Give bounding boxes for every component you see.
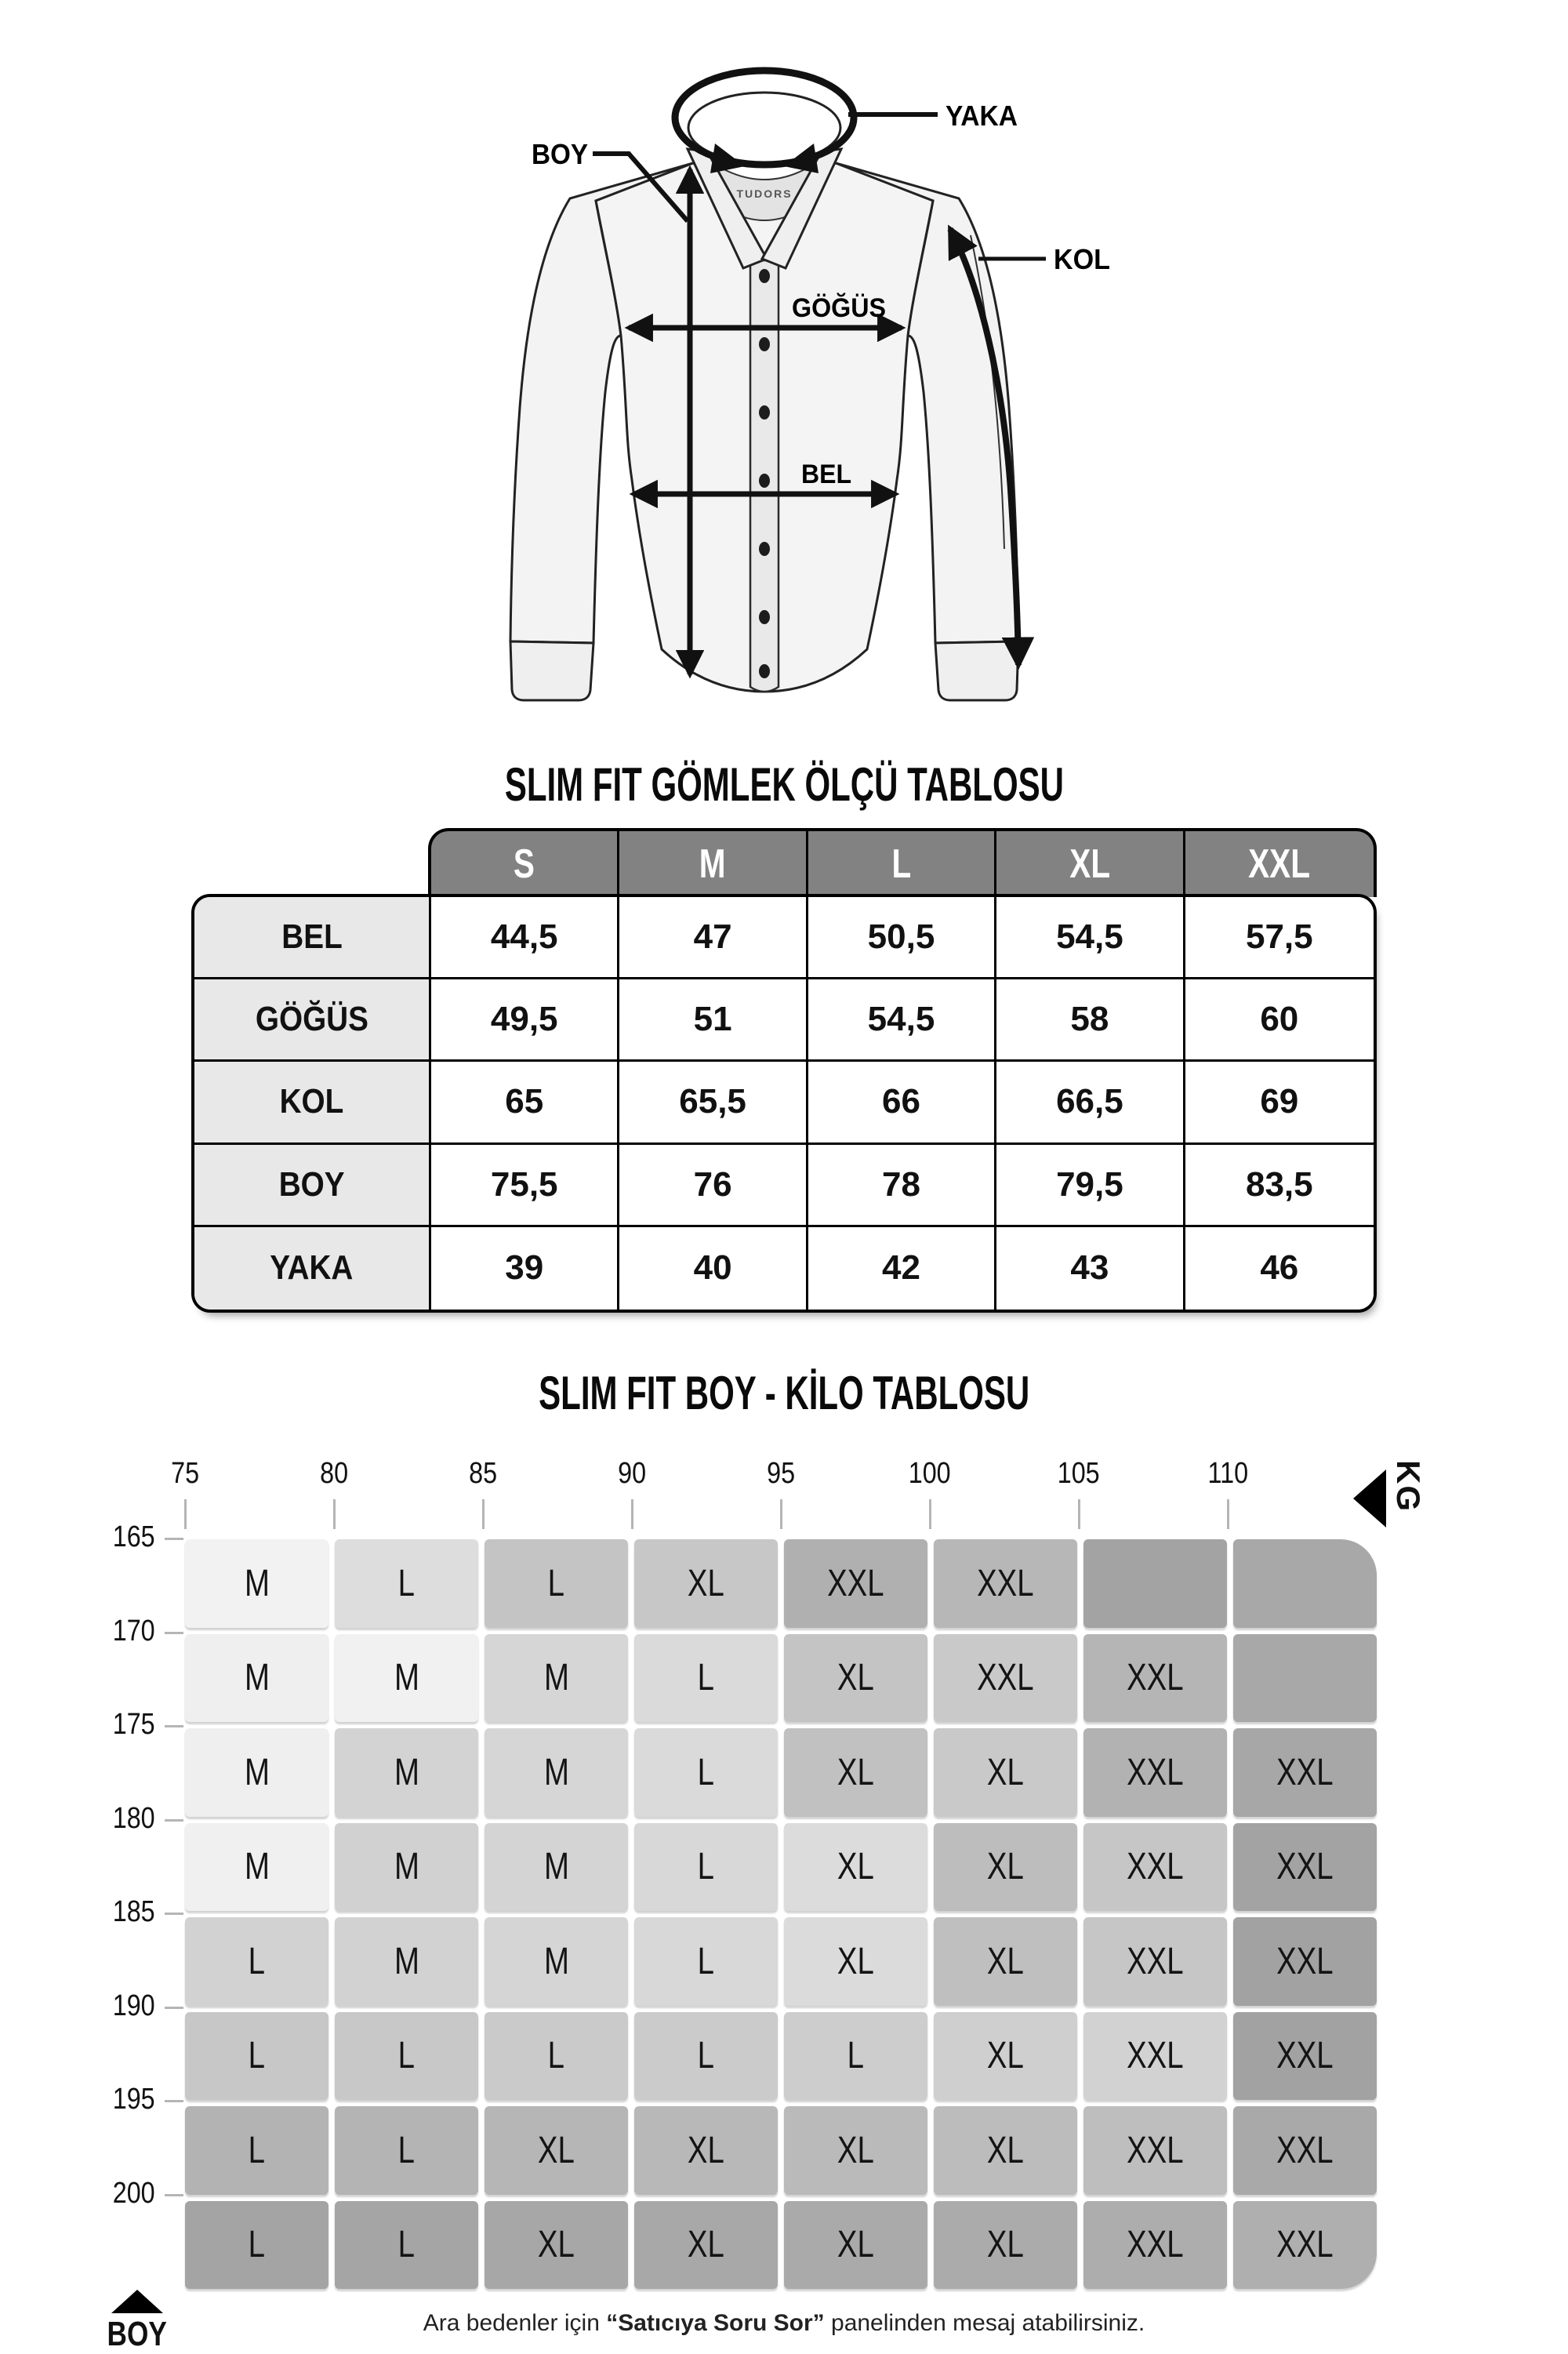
grid-cell-180-75: M [185,1823,328,1912]
grid-cell-165-75: M [185,1539,328,1628]
grid-cell-165-80: L [335,1539,478,1628]
kg-tick-label-90: 90 [618,1457,646,1490]
boy-tick-label-190: 190 [112,1989,155,2022]
grid-cell-165-90: XL [634,1539,778,1628]
boy-tick-195 [165,2100,183,2102]
boy-tick-label-165: 165 [112,1520,155,1553]
grid-cell-170-110 [1233,1634,1377,1723]
size-value-bel-m: 47 [619,897,808,979]
kg-tick-90 [631,1499,633,1529]
boy-label: BOY [532,138,588,170]
grid-cell-195-90: XL [634,2106,778,2195]
grid-cell-185-100: XL [934,1917,1077,2006]
height-weight-grid [185,1539,1377,2289]
grid-cell-170-100: XXL [934,1634,1077,1723]
footer-suffix: panelinden mesaj atabilirsiniz. [824,2310,1145,2336]
size-value-boy-s: 75,5 [431,1145,619,1227]
boy-tick-label-180: 180 [112,1801,155,1835]
size-value-yaka-l: 42 [808,1227,996,1310]
grid-cell-165-105 [1083,1539,1227,1628]
boy-tick-180 [165,1819,183,1822]
kg-tick-label-105: 105 [1058,1457,1100,1490]
grid-cell-195-100: XL [934,2106,1077,2195]
grid-cell-170-75: M [185,1634,328,1723]
grid-cell-175-100: XL [934,1728,1077,1817]
boy-tick-label-175: 175 [112,1708,155,1741]
kg-tick-label-80: 80 [320,1457,348,1490]
size-value-bel-xl: 54,5 [996,897,1185,979]
kg-tick-label-85: 85 [469,1457,497,1490]
measure-row-label-4: YAKA [194,1227,431,1310]
boy-tick-175 [165,1725,183,1727]
size-col-header-xxl: XXL [1248,841,1311,887]
grid-cell-170-105: XXL [1083,1634,1227,1723]
grid-cell-175-85: M [485,1728,628,1817]
grid-cell-175-105: XXL [1083,1728,1227,1817]
grid-cell-200-85: XL [485,2201,628,2290]
size-col-header-l: L [808,831,996,897]
grid-cell-165-95: XXL [784,1539,927,1628]
grid-cell-200-80: L [335,2201,478,2290]
kg-tick-80 [333,1499,336,1529]
kg-tick-105 [1078,1499,1080,1529]
grid-cell-185-75: L [185,1917,328,2006]
boy-tick-label-170: 170 [112,1614,155,1647]
size-table [191,894,1377,1313]
boy-tick-label-195: 195 [112,2083,155,2116]
grid-cell-200-105: XXL [1083,2201,1227,2290]
gogus-label: GÖĞÜS [792,293,886,323]
grid-cell-180-90: L [634,1823,778,1912]
grid-cell-190-80: L [335,2012,478,2101]
size-value-boy-xl: 79,5 [996,1145,1185,1227]
kg-tick-label-110: 110 [1207,1457,1248,1490]
grid-cell-175-90: L [634,1728,778,1817]
size-value-göğüs-xl: 58 [996,979,1185,1062]
grid-cell-195-85: XL [485,2106,628,2195]
size-value-kol-s: 65 [431,1062,619,1144]
grid-cell-185-95: XL [784,1917,927,2006]
grid-cell-190-75: L [185,2012,328,2101]
measure-row-label-1: GÖĞÜS [194,979,431,1062]
size-value-yaka-m: 40 [619,1227,808,1310]
footer-bold: “Satıcıya Soru Sor” [606,2310,825,2336]
grid-cell-185-85: M [485,1917,628,2006]
grid-cell-170-95: XL [784,1634,927,1723]
grid-cell-200-95: XL [784,2201,927,2290]
size-value-göğüs-xxl: 60 [1185,979,1374,1062]
grid-cell-170-85: M [485,1634,628,1723]
grid-cell-190-100: XL [934,2012,1077,2101]
size-value-göğüs-l: 54,5 [808,979,996,1062]
footer-prefix: Ara bedenler için [423,2310,607,2336]
size-value-yaka-xl: 43 [996,1227,1185,1310]
size-value-boy-l: 78 [808,1145,996,1227]
kg-tick-label-100: 100 [909,1457,951,1490]
kg-tick-95 [780,1499,782,1529]
grid-cell-180-110: XXL [1233,1823,1377,1912]
size-value-yaka-s: 39 [431,1227,619,1310]
grid-cell-175-110: XXL [1233,1728,1377,1817]
kg-tick-110 [1227,1499,1229,1529]
size-value-boy-m: 76 [619,1145,808,1227]
grid-cell-185-90: L [634,1917,778,2006]
boy-tick-170 [165,1632,183,1634]
grid-cell-175-95: XL [784,1728,927,1817]
kg-tick-85 [482,1499,485,1529]
grid-cell-195-95: XL [784,2106,927,2195]
grid-cell-200-75: L [185,2201,328,2290]
grid-cell-185-110: XXL [1233,1917,1377,2006]
grid-cell-190-90: L [634,2012,778,2101]
grid-cell-200-100: XL [934,2201,1077,2290]
kg-axis-label: KG [1390,1460,1427,1513]
grid-cell-190-85: L [485,2012,628,2101]
grid-cell-180-105: XXL [1083,1823,1227,1912]
boy-tick-185 [165,1913,183,1915]
grid-cell-195-75: L [185,2106,328,2195]
kg-tick-75 [184,1499,187,1529]
kg-tick-label-75: 75 [171,1457,199,1490]
kol-label: KOL [1054,243,1110,275]
kg-tick-100 [929,1499,931,1529]
size-value-göğüs-s: 49,5 [431,979,619,1062]
size-table-header-row [428,828,1377,897]
size-value-bel-xxl: 57,5 [1185,897,1374,979]
grid-cell-195-105: XXL [1083,2106,1227,2195]
size-value-kol-m: 65,5 [619,1062,808,1144]
grid-cell-175-80: M [335,1728,478,1817]
footer-note [0,2310,1568,2337]
grid-cell-190-95: L [784,2012,927,2101]
boy-tick-190 [165,2007,183,2009]
kg-arrow-icon [1353,1469,1386,1528]
size-col-header-m: M [619,831,808,897]
boy-tick-165 [165,1538,183,1540]
kg-tick-label-95: 95 [767,1457,795,1490]
kg-axis-flag [1353,1460,1526,1543]
boy-tick-200 [165,2194,183,2196]
measure-row-label-2: KOL [194,1062,431,1144]
grid-cell-180-80: M [335,1823,478,1912]
grid-cell-190-105: XXL [1083,2012,1227,2101]
size-value-bel-s: 44,5 [431,897,619,979]
yaka-label: YAKA [946,100,1018,132]
grid-cell-180-85: M [485,1823,628,1912]
weight-chart-title: SLIM FIT BOY - KİLO TABLOSU [538,1367,1030,1419]
size-col-header-s: S [431,831,619,897]
grid-cell-175-75: M [185,1728,328,1817]
grid-cell-170-80: M [335,1634,478,1723]
grid-cell-195-80: L [335,2106,478,2195]
grid-cell-180-95: XL [784,1823,927,1912]
boy-tick-label-200: 200 [112,2176,155,2210]
size-col-header-xl: XL [996,831,1185,897]
grid-cell-185-80: M [335,1917,478,2006]
grid-cell-165-100: XXL [934,1539,1077,1628]
measure-row-label-0: BEL [194,897,431,979]
size-table-title: SLIM FIT GÖMLEK ÖLÇÜ TABLOSU [504,758,1064,811]
size-value-yaka-xxl: 46 [1185,1227,1374,1310]
measure-row-label-3: BOY [194,1145,431,1227]
brand-label: TUDORS [736,187,793,200]
grid-cell-200-110: XXL [1233,2201,1377,2290]
grid-cell-180-100: XL [934,1823,1077,1912]
size-value-kol-xl: 66,5 [996,1062,1185,1144]
grid-cell-165-85: L [485,1539,628,1628]
size-value-kol-xxl: 69 [1185,1062,1374,1144]
size-value-göğüs-m: 51 [619,979,808,1062]
size-value-bel-l: 50,5 [808,897,996,979]
bel-label: BEL [801,460,851,489]
shirt-measurement-diagram [0,0,1568,745]
grid-cell-190-110: XXL [1233,2012,1377,2101]
grid-cell-195-110: XXL [1233,2106,1377,2195]
grid-cell-200-90: XL [634,2201,778,2290]
boy-tick-label-185: 185 [112,1895,155,1928]
size-value-boy-xxl: 83,5 [1185,1145,1374,1227]
grid-cell-185-105: XXL [1083,1917,1227,2006]
boy-axis-label: BOY [107,2315,168,2353]
grid-cell-170-90: L [634,1634,778,1723]
size-value-kol-l: 66 [808,1062,996,1144]
grid-cell-165-110 [1233,1539,1377,1628]
